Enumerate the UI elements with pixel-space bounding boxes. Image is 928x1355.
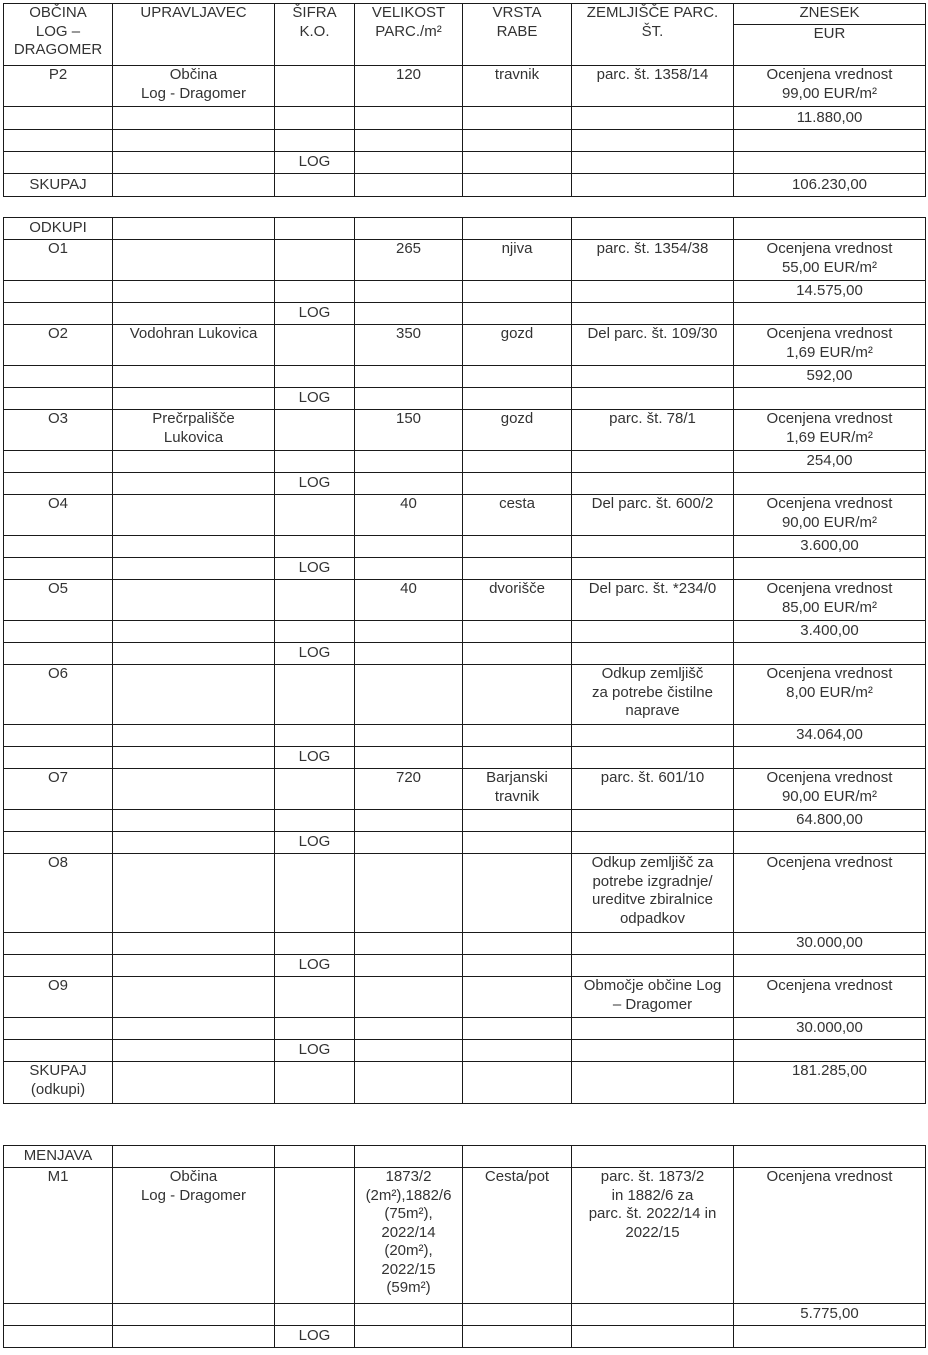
row-ko: LOG — [275, 643, 355, 665]
table-row — [4, 130, 926, 152]
table-row — [4, 643, 926, 665]
table-row — [4, 1168, 926, 1304]
row-upravljavec — [113, 854, 275, 933]
row-velikost — [355, 854, 463, 933]
row-vrsta: gozd — [463, 325, 572, 366]
row-upravljavec — [113, 769, 275, 810]
table-row — [4, 152, 926, 174]
row-vrsta: dvorišče — [463, 580, 572, 621]
row-upravljavec: Občina Log - Dragomer — [113, 1168, 275, 1304]
row-znesek: 11.880,00 — [734, 107, 926, 130]
row-ko: LOG — [275, 303, 355, 325]
row-ko: LOG — [275, 473, 355, 495]
row-code: O9 — [4, 977, 113, 1018]
col-header-obcina: OBČINA LOG – DRAGOMER — [4, 4, 113, 66]
row-vrsta: gozd — [463, 410, 572, 451]
row-ko: LOG — [275, 747, 355, 769]
row-upravljavec: Občina Log - Dragomer — [113, 66, 275, 107]
row-zemljisce: parc. št. 601/10 — [572, 769, 734, 810]
table-row — [4, 281, 926, 303]
section-row — [4, 1146, 926, 1168]
row-upravljavec — [113, 580, 275, 621]
section-title: ODKUPI — [4, 218, 113, 240]
row-code: O5 — [4, 580, 113, 621]
row-zemljisce: parc. št. 1873/2 in 1882/6 za parc. št. 2022/14 in 2022/15 — [572, 1168, 734, 1304]
row-velikost — [355, 665, 463, 725]
total-label: SKUPAJ (odkupi) — [4, 1062, 113, 1104]
total-label: SKUPAJ — [4, 174, 113, 197]
table-row — [4, 769, 926, 810]
row-ko: LOG — [275, 832, 355, 854]
table-row — [4, 810, 926, 832]
row-znesek: 5.775,00 — [734, 1304, 926, 1326]
table-upravljanje — [3, 3, 926, 197]
row-ko: LOG — [275, 1326, 355, 1348]
col-header-znesek: ZNESEK — [734, 4, 926, 25]
row-upravljavec — [113, 240, 275, 281]
row-velikost: 350 — [355, 325, 463, 366]
section-title: MENJAVA — [4, 1146, 113, 1168]
row-znesek: 14.575,00 — [734, 281, 926, 303]
col-header-zemljisce: ZEMLJIŠČE PARC. ŠT. — [572, 4, 734, 66]
row-velikost — [355, 977, 463, 1018]
row-znesek: 3.600,00 — [734, 536, 926, 558]
row-zemljisce: parc. št. 78/1 — [572, 410, 734, 451]
row-velikost: 720 — [355, 769, 463, 810]
total-row — [4, 174, 926, 197]
row-vrsta: cesta — [463, 495, 572, 536]
row-ko: LOG — [275, 1040, 355, 1062]
col-header-upravljavec: UPRAVLJAVEC — [113, 4, 275, 66]
table-row — [4, 933, 926, 955]
row-vrsta — [463, 977, 572, 1018]
table-row — [4, 832, 926, 854]
row-ocena: Ocenjena vrednost 8,00 EUR/m² — [734, 665, 926, 725]
table-odkupi — [3, 217, 926, 1104]
row-code: O7 — [4, 769, 113, 810]
row-code: O4 — [4, 495, 113, 536]
row-ocena: Ocenjena vrednost — [734, 1168, 926, 1304]
table-row — [4, 725, 926, 747]
row-ocena: Ocenjena vrednost 90,00 EUR/m² — [734, 495, 926, 536]
table-row — [4, 325, 926, 366]
row-code: O6 — [4, 665, 113, 725]
table-row — [4, 1018, 926, 1040]
row-code: P2 — [4, 66, 113, 107]
header-row — [4, 4, 926, 25]
total-row — [4, 1062, 926, 1104]
row-upravljavec — [113, 495, 275, 536]
row-ocena: Ocenjena vrednost 85,00 EUR/m² — [734, 580, 926, 621]
row-upravljavec: Vodohran Lukovica — [113, 325, 275, 366]
row-zemljisce: parc. št. 1358/14 — [572, 66, 734, 107]
table-row — [4, 977, 926, 1018]
table-row — [4, 495, 926, 536]
row-znesek: 254,00 — [734, 451, 926, 473]
row-velikost: 1873/2 (2m²),1882/6 (75m²), 2022/14 (20m²), 2022/15 (59m²) — [355, 1168, 463, 1304]
row-ko: LOG — [275, 558, 355, 580]
row-vrsta — [463, 665, 572, 725]
row-ko: LOG — [275, 955, 355, 977]
row-vrsta: travnik — [463, 66, 572, 107]
table-row — [4, 451, 926, 473]
table-row — [4, 665, 926, 725]
table-row — [4, 410, 926, 451]
table-row — [4, 747, 926, 769]
table-row — [4, 240, 926, 281]
row-znesek: 592,00 — [734, 366, 926, 388]
table-row — [4, 955, 926, 977]
col-header-eur: EUR — [734, 25, 926, 66]
row-ocena: Ocenjena vrednost — [734, 854, 926, 933]
row-zemljisce: Odkup zemljišč za potrebe izgradnje/ ureditve zbiralnice odpadkov — [572, 854, 734, 933]
table-row — [4, 303, 926, 325]
row-vrsta — [463, 854, 572, 933]
row-ocena: Ocenjena vrednost 55,00 EUR/m² — [734, 240, 926, 281]
row-zemljisce: Del parc. št. 600/2 — [572, 495, 734, 536]
table-row — [4, 854, 926, 933]
col-header-sifra: ŠIFRA K.O. — [275, 4, 355, 66]
table-row — [4, 1040, 926, 1062]
row-ko: LOG — [275, 152, 355, 174]
row-vrsta: Cesta/pot — [463, 1168, 572, 1304]
row-upravljavec: Prečrpališče Lukovica — [113, 410, 275, 451]
row-znesek: 3.400,00 — [734, 621, 926, 643]
row-upravljavec — [113, 977, 275, 1018]
table-row — [4, 388, 926, 410]
row-zemljisce: parc. št. 1354/38 — [572, 240, 734, 281]
row-zemljisce: Območje občine Log – Dragomer — [572, 977, 734, 1018]
row-ocena: Ocenjena vrednost 90,00 EUR/m² — [734, 769, 926, 810]
table-row — [4, 580, 926, 621]
table-row — [4, 473, 926, 495]
row-znesek: 30.000,00 — [734, 1018, 926, 1040]
row-ocena: Ocenjena vrednost 99,00 EUR/m² — [734, 66, 926, 107]
row-znesek: 30.000,00 — [734, 933, 926, 955]
row-velikost: 265 — [355, 240, 463, 281]
table-row — [4, 1304, 926, 1326]
row-ocena: Ocenjena vrednost 1,69 EUR/m² — [734, 325, 926, 366]
table-row — [4, 1326, 926, 1348]
row-code: O3 — [4, 410, 113, 451]
table-row — [4, 536, 926, 558]
table-row — [4, 621, 926, 643]
row-velikost: 120 — [355, 66, 463, 107]
row-velikost: 40 — [355, 495, 463, 536]
table-menjava — [3, 1145, 926, 1348]
total-value: 181.285,00 — [734, 1062, 926, 1104]
row-zemljisce: Del parc. št. 109/30 — [572, 325, 734, 366]
row-vrsta: Barjanski travnik — [463, 769, 572, 810]
section-row — [4, 218, 926, 240]
col-header-velikost: VELIKOST PARC./m² — [355, 4, 463, 66]
row-znesek: 34.064,00 — [734, 725, 926, 747]
row-code: O2 — [4, 325, 113, 366]
row-code: O1 — [4, 240, 113, 281]
col-header-vrsta: VRSTA RABE — [463, 4, 572, 66]
table-row — [4, 66, 926, 107]
row-velikost: 150 — [355, 410, 463, 451]
row-code: O8 — [4, 854, 113, 933]
row-ko: LOG — [275, 388, 355, 410]
row-code: M1 — [4, 1168, 113, 1304]
table-row — [4, 366, 926, 388]
row-ocena: Ocenjena vrednost — [734, 977, 926, 1018]
row-ocena: Ocenjena vrednost 1,69 EUR/m² — [734, 410, 926, 451]
table-row — [4, 107, 926, 130]
row-zemljisce: Odkup zemljišč za potrebe čistilne naprave — [572, 665, 734, 725]
row-zemljisce: Del parc. št. *234/0 — [572, 580, 734, 621]
row-znesek: 64.800,00 — [734, 810, 926, 832]
row-velikost: 40 — [355, 580, 463, 621]
row-vrsta: njiva — [463, 240, 572, 281]
table-row — [4, 558, 926, 580]
row-upravljavec — [113, 665, 275, 725]
total-value: 106.230,00 — [734, 174, 926, 197]
